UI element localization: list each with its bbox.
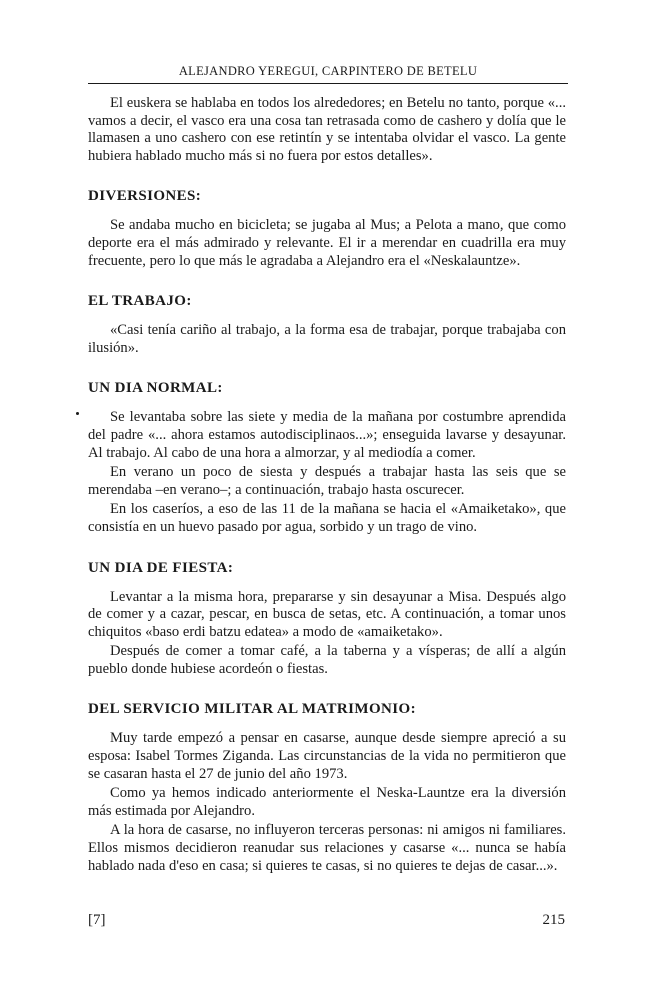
section-marker: [7] <box>88 912 106 928</box>
section-heading-el-trabajo: EL TRABAJO: <box>88 293 192 310</box>
section-heading-servicio-militar: DEL SERVICIO MILITAR AL MATRIMONIO: <box>88 701 416 718</box>
paragraph: Muy tarde empezó a pensar en casarse, aunque desde siempre apreció a su esposa: Isabel Tormes Ziganda. Las circunstancias de la vida no permitieron que se casaran hasta el 27 de junio del año 1973. <box>88 730 566 782</box>
header-rule <box>88 83 568 84</box>
paragraph: Levantar a la misma hora, prepararse y sin desayunar a Misa. Después algo de comer y a cazar, pescar, en busca de setas, etc. A continuación, a tomar unos chiquitos «baso erdi batzu edatea» a modo de «amaiketako». <box>88 588 566 640</box>
paragraph: Se levantaba sobre las siete y media de la mañana por costumbre aprendida del padre «... ahora estamos autodisciplinaos...»; enseguida lavarse y desayunar. Al trabajo. Al cabo de una hora a almorzar, y al mediodía a comer. <box>88 409 566 461</box>
intro-paragraph: El euskera se hablaba en todos los alrededores; en Betelu no tanto, porque «... vamos a decir, el vasco era una cosa tan retrasada como de cashero y dolía que le llamasen a uno cashero con ese retintín y se intentaba olvidar el vasco. La gente hubiera hablado mucho más si no fuera por estos detalles». <box>88 95 566 164</box>
paragraph: Se andaba mucho en bicicleta; se jugaba al Mus; a Pelota a mano, que como deporte era el más admirado y relevante. El ir a merendar en cuadrilla era muy frecuente, pero lo que más le agradaba a Alejandro era el «Neskalauntze». <box>88 217 566 269</box>
running-head: ALEJANDRO YEREGUI, CARPINTERO DE BETELU <box>178 64 478 78</box>
body-text <box>88 95 566 877</box>
paragraph: En verano un poco de siesta y después a trabajar hasta las seis que se merendaba –en verano–; a continuación, trabajo hasta oscurecer. <box>88 464 566 498</box>
margin-dot <box>76 412 79 415</box>
section-heading-un-dia-de-fiesta: UN DIA DE FIESTA: <box>88 559 234 576</box>
page-number: 215 <box>542 912 565 928</box>
section-heading-diversiones: DIVERSIONES: <box>88 188 202 205</box>
paragraph: Como ya hemos indicado anteriormente el Neska-Launtze era la diversión más estimada por Alejandro. <box>88 785 566 819</box>
paragraph: A la hora de casarse, no influyeron terceras personas: ni amigos ni familiares. Ellos mismos decidieron reanudar sus relaciones y casarse «... nunca se había hablado nada d'eso en casa; si quieres te casas, si no quieres te dejas de casar...». <box>88 822 566 874</box>
paragraph: «Casi tenía cariño al trabajo, a la forma esa de trabajar, porque trabajaba con ilusión». <box>88 322 566 356</box>
section-heading-un-dia-normal: UN DIA NORMAL: <box>88 380 223 397</box>
paragraph: En los caseríos, a eso de las 11 de la mañana se hacia el «Amaiketako», que consistía en un huevo pasado por agua, sorbido y un trago de vino. <box>88 501 566 535</box>
paragraph: Después de comer a tomar café, a la taberna y a vísperas; de allí a algún pueblo donde hubiese acordeón o fiestas. <box>88 643 566 677</box>
